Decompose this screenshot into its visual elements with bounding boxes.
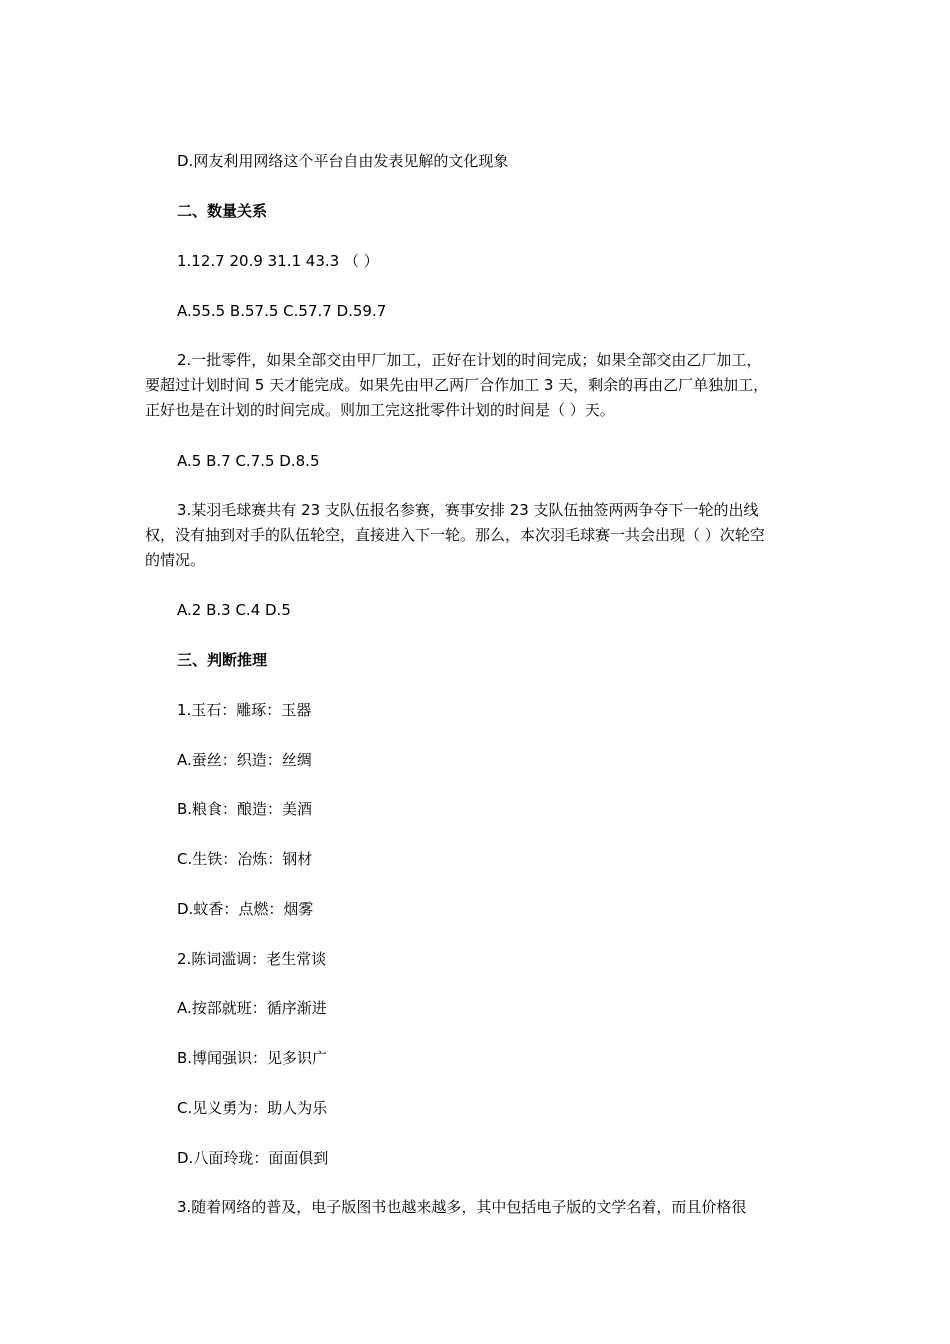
quantity-q2-line-3: 正好也是在计划的时间完成。则加工完这批零件计划的时间是（ ）天。: [145, 401, 615, 419]
quantity-q2-options: A.5 B.7 C.7.5 D.8.5: [177, 452, 320, 470]
reasoning-q1-option-b: B.粮食：酿造：美酒: [177, 800, 313, 818]
section-title-quantity: 二、数量关系: [177, 202, 268, 220]
quantity-q3-line-2: 权，没有抽到对手的队伍轮空，直接进入下一轮。那么，本次羽毛球赛一共会出现（ ）次轮空: [145, 526, 765, 544]
quantity-q2-line-2: 要超过计划时间 5 天才能完成。如果先由甲乙两厂合作加工 3 天，剩余的再由乙厂单独加工，: [145, 376, 769, 394]
quantity-q1-options: A.55.5 B.57.5 C.57.7 D.59.7: [177, 302, 387, 320]
quantity-q1-stem: 1.12.7 20.9 31.1 43.3 （ ）: [177, 252, 379, 270]
reasoning-q1-option-a: A.蚕丝：织造：丝绸: [177, 751, 312, 769]
q1-option-d: D.网友利用网络这个平台自由发表见解的文化现象: [177, 152, 509, 170]
quantity-q3-line-1: 3.某羽毛球赛共有 23 支队伍报名参赛，赛事安排 23 支队伍抽签两两争夺下一轮的出线: [177, 501, 759, 519]
reasoning-q2-stem: 2.陈词滥调：老生常谈: [177, 950, 327, 968]
reasoning-q3-stem: 3.随着网络的普及，电子版图书也越来越多，其中包括电子版的文学名着，而且价格很: [177, 1198, 747, 1216]
reasoning-q2-option-b: B.博闻强识：见多识广: [177, 1049, 328, 1067]
quantity-q3-stem: [145, 498, 815, 573]
reasoning-q1-stem: 1.玉石：雕琢：玉器: [177, 701, 312, 719]
quantity-q3-line-3: 的情况。: [145, 551, 206, 569]
reasoning-q2-option-d: D.八面玲珑：面面俱到: [177, 1149, 329, 1167]
reasoning-q2-option-c: C.见义勇为：助人为乐: [177, 1099, 328, 1117]
section-title-reasoning: 三、判断推理: [177, 651, 268, 669]
quantity-q2-line-1: 2.一批零件，如果全部交由甲厂加工，正好在计划的时间完成；如果全部交由乙厂加工，: [177, 351, 762, 369]
reasoning-q1-option-c: C.生铁：冶炼：钢材: [177, 850, 313, 868]
reasoning-q1-option-d: D.蚊香：点燃：烟雾: [177, 900, 314, 918]
quantity-q3-options: A.2 B.3 C.4 D.5: [177, 601, 291, 619]
reasoning-q2-option-a: A.按部就班：循序渐进: [177, 999, 327, 1017]
quantity-q2-stem: [145, 348, 815, 423]
